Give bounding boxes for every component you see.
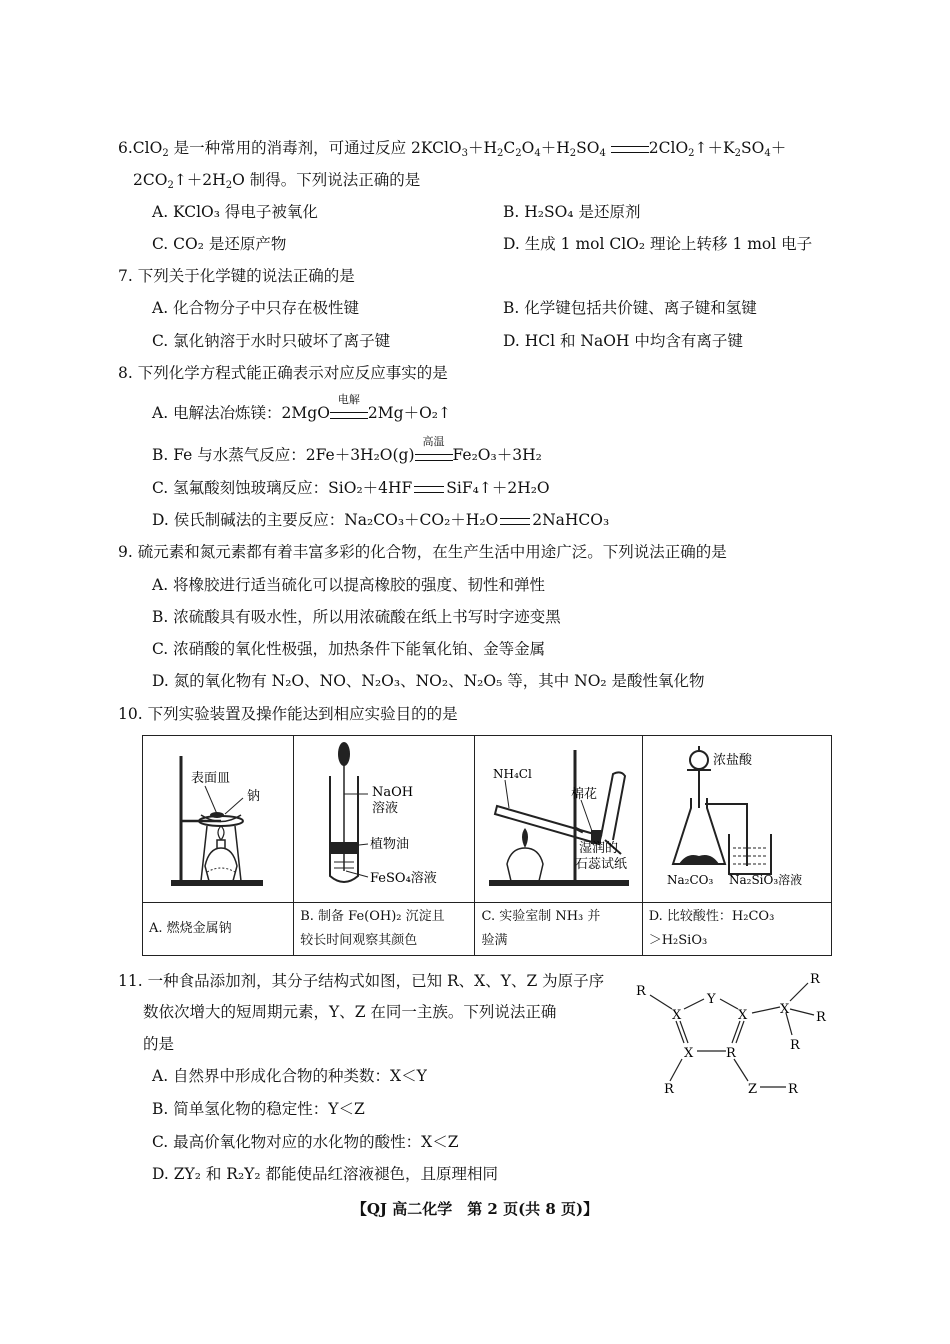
apparatus-c (475, 736, 642, 903)
label-feso4: FeSO₄溶液 (370, 871, 437, 886)
atom-r-5: R (664, 1082, 674, 1097)
q8-option-a[interactable]: A. 电解法冶炼镁：2MgO 电解 2Mg＋O₂↑ (152, 402, 451, 425)
q9-option-c[interactable]: C. 浓硝酸的氧化性极强，加热条件下能氧化铂、金等金属 (152, 640, 546, 658)
apparatus-a (143, 736, 294, 903)
atom-r-6: R (788, 1082, 798, 1097)
label-naoh: NaOH (372, 785, 414, 800)
caption-b: B. 制备 Fe(OH)₂ 沉淀且 较长时间观察其颜色 (294, 903, 475, 956)
atom-z: Z (748, 1082, 758, 1097)
ammonia-preparation-diagram (475, 736, 641, 898)
q8-option-d[interactable]: D. 侯氏制碱法的主要反应：Na₂CO₃＋CO₂＋H₂O 2NaHCO₃ (152, 511, 610, 529)
q7-option-a[interactable]: A. 化合物分子中只存在极性键 (152, 299, 360, 317)
label-sodium: 钠 (247, 789, 261, 804)
q7-option-c[interactable]: C. 氯化钠溶于水时只破坏了离子键 (152, 332, 391, 350)
acidity-comparison-diagram (643, 736, 831, 898)
q9-stem: 9. 硫元素和氮元素都有着丰富多彩的化合物，在生产生活中用途广泛。下列说法正确的是 (118, 543, 727, 561)
molecular-structure (630, 965, 830, 1100)
q11-option-c[interactable]: C. 最高价氧化物对应的水化物的酸性：X＜Z (152, 1133, 459, 1151)
caption-d: D. 比较酸性：H₂CO₃ ＞H₂SiO₃ (642, 903, 831, 956)
q10-stem: 10. 下列实验装置及操作能达到相应实验目的的是 (118, 705, 458, 723)
label-moist: 湿润的 (579, 841, 619, 856)
label-na2co3: Na₂CO₃ (666, 873, 713, 887)
label-watch-glass: 表面皿 (191, 771, 231, 786)
q6-option-d[interactable]: D. 生成 1 mol ClO₂ 理论上转移 1 mol 电子 (503, 235, 813, 253)
atom-y: Y (707, 992, 716, 1007)
label-conc-hcl: 浓盐酸 (712, 753, 752, 768)
q7-stem: 7. 下列关于化学键的说法正确的是 (118, 267, 355, 285)
label-solution: 溶液 (372, 801, 399, 816)
label-nh4cl: NH₄Cl (493, 767, 533, 781)
label-cotton: 棉花 (571, 787, 598, 802)
q6-option-b[interactable]: B. H₂SO₄ 是还原剂 (503, 203, 641, 221)
q8-option-b[interactable]: B. Fe 与水蒸气反应：2Fe＋3H₂O(g) 高温 Fe₂O₃＋3H₂ (152, 444, 542, 467)
q6-stem-line2: $2CO_2↑+2H_2O$ 制得。下列说法正确的是 (133, 171, 421, 191)
q6-option-c[interactable]: C. CO₂ 是还原产物 (152, 235, 287, 253)
label-vegetable-oil: 植物油 (370, 837, 410, 852)
atom-r-4: R (790, 1038, 800, 1053)
q9-option-b[interactable]: B. 浓硫酸具有吸水性，所以用浓硫酸在纸上书写时字迹变黑 (152, 608, 561, 626)
q6-stem: 6.ClO$_2$ 是一种常用的消毒剂，可通过反应 $2KClO_3+H_2C_2O_4+H_2SO_4$ $2ClO_2↑+K_2SO_4+$ (118, 139, 787, 159)
apparatus-d (642, 736, 831, 903)
q11-option-a[interactable]: A. 自然界中形成化合物的种类数：X＜Y (152, 1067, 427, 1085)
q11-stem-line1: 11. 一种食品添加剂，其分子结构式如图，已知 R、X、Y、Z 为原子序 (118, 972, 605, 990)
q8-option-c[interactable]: C. 氢氟酸刻蚀玻璃反应：SiO₂＋4HF SiF₄↑＋2H₂O (152, 479, 550, 497)
ferrous-hydroxide-diagram (294, 736, 474, 898)
atom-x-1: X (672, 1008, 682, 1023)
burning-sodium-diagram (143, 736, 293, 898)
atom-x-4: X (684, 1046, 694, 1061)
q9-option-d[interactable]: D. 氮的氧化物有 N₂O、NO、N₂O₃、NO₂、N₂O₅ 等，其中 NO₂ 是酸性氧化物 (152, 672, 705, 690)
label-litmus-paper: 石蕊试纸 (575, 857, 628, 872)
caption-c: C. 实验室制 NH₃ 并 验满 (475, 903, 642, 956)
q10-apparatus-table (142, 735, 832, 956)
q11-stem-line3: 的是 (143, 1035, 175, 1053)
q11-option-b[interactable]: B. 简单氢化物的稳定性：Y＜Z (152, 1100, 365, 1118)
caption-a: A. 燃烧金属钠 (143, 903, 294, 956)
q9-option-a[interactable]: A. 将橡胶进行适当硫化可以提高橡胶的强度、韧性和弹性 (152, 576, 546, 594)
atom-r-3: R (816, 1010, 826, 1025)
q7-option-b[interactable]: B. 化学键包括共价键、离子键和氢键 (503, 299, 757, 317)
atom-x-2: X (738, 1008, 748, 1023)
page-footer: 【QJ 高二化学 第 2 页(共 8 页)】 (351, 1200, 599, 1218)
q8-stem: 8. 下列化学方程式能正确表示对应反应事实的是 (118, 364, 448, 382)
atom-r-1: R (636, 984, 646, 999)
atom-r-2: R (810, 972, 820, 987)
q11-option-d[interactable]: D. ZY₂ 和 R₂Y₂ 都能使品红溶液褪色，且原理相同 (152, 1165, 499, 1183)
q8-b-condition: 高温 (422, 435, 445, 448)
q8-a-condition: 电解 (337, 393, 360, 406)
label-na2sio3: Na₂SiO₃溶液 (728, 873, 802, 887)
atom-x-5: R (726, 1046, 736, 1061)
q7-option-d[interactable]: D. HCl 和 NaOH 中均含有离子键 (503, 332, 743, 350)
atom-x-3: X (780, 1002, 790, 1017)
apparatus-b (294, 736, 475, 903)
q11-stem-line2: 数依次增大的短周期元素，Y、Z 在同一主族。下列说法正确 (143, 1003, 557, 1021)
q6-option-a[interactable]: A. KClO₃ 得电子被氧化 (152, 203, 318, 221)
